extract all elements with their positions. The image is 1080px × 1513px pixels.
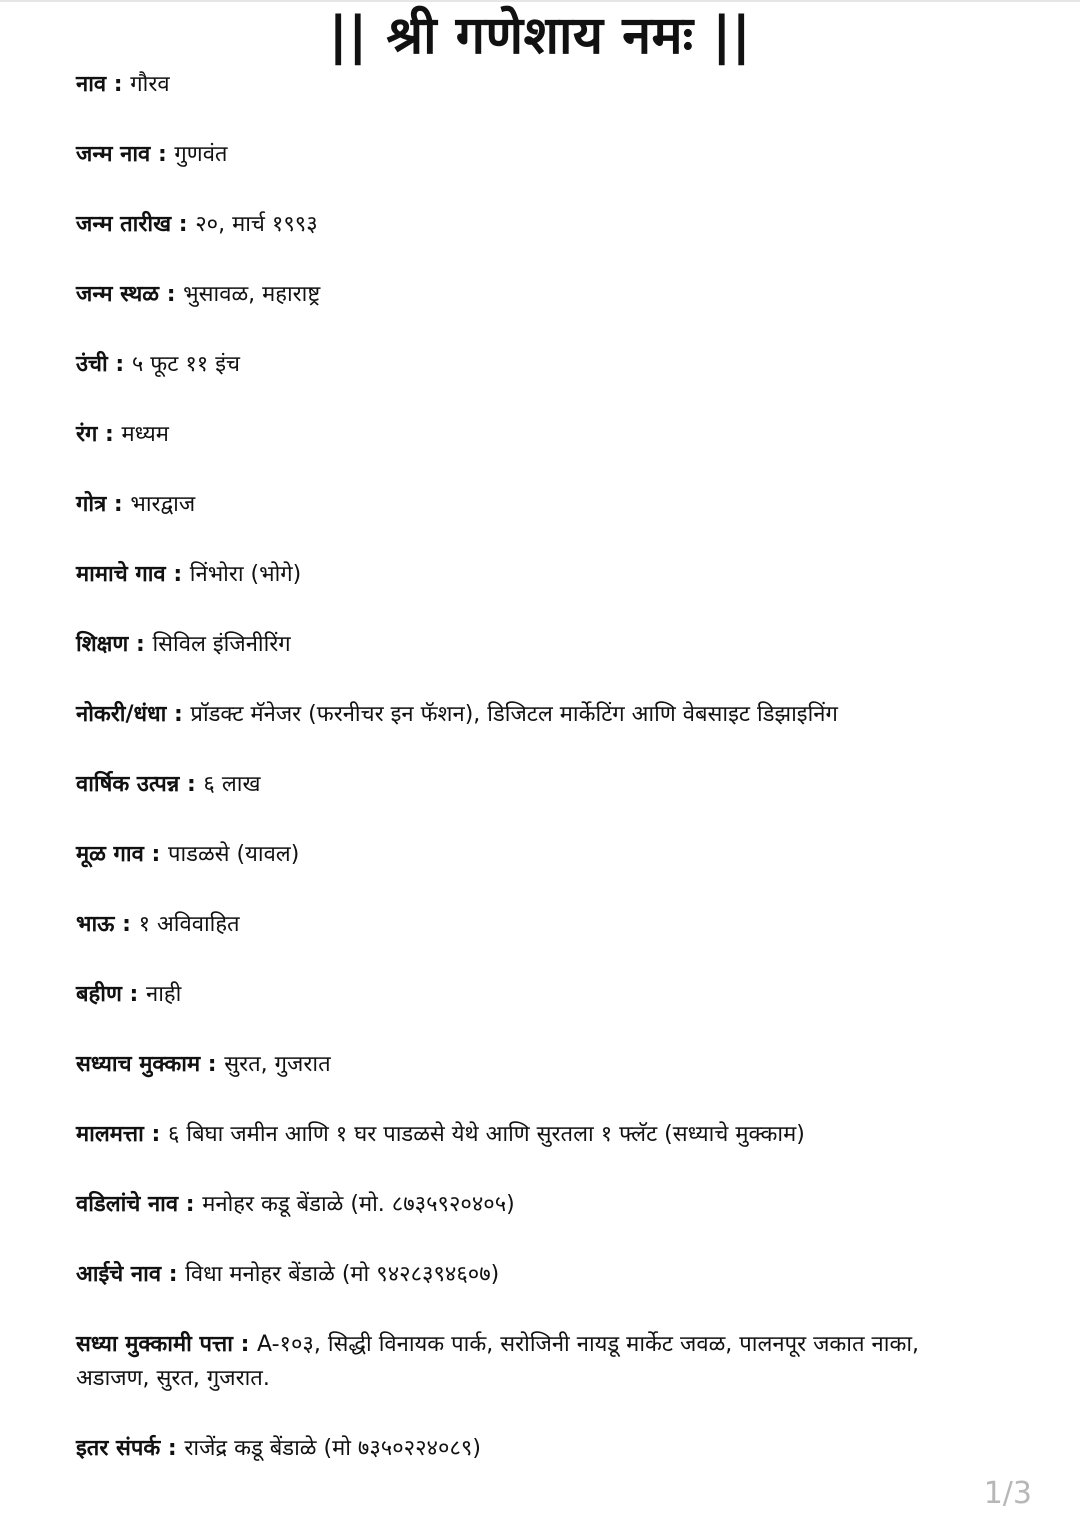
- field-value: गौरव: [130, 72, 170, 97]
- field-value: मनोहर कडू बेंडाळे (मो. ८७३५९२०४०५): [202, 1192, 515, 1217]
- field-value: सिविल इंजिनीरिंग: [152, 632, 291, 657]
- field-label: रंग: [76, 422, 98, 447]
- field-separator: :: [97, 422, 122, 447]
- field-row-name: [76, 68, 976, 102]
- field-value: A-१०३, सिद्धी विनायक पार्क, सरोजिनी नायडू मार्केट जवळ, पालनपूर जकात नाका, अडाजण, सुरत, गुजरात.: [76, 1332, 920, 1391]
- field-separator: :: [107, 352, 132, 377]
- field-value: सुरत, गुजरात: [224, 1052, 331, 1077]
- field-value: ५ फूट ११ इंच: [131, 352, 240, 377]
- field-label: जन्म तारीख: [76, 212, 172, 237]
- field-row-complexion: [76, 418, 976, 452]
- field-row-mother-name: [76, 1258, 976, 1292]
- field-label: जन्म स्थळ: [76, 282, 160, 307]
- field-label: वार्षिक उत्पन्न: [76, 772, 180, 797]
- field-row-education: [76, 628, 976, 662]
- field-value: भुसावळ, महाराष्ट्र: [183, 282, 321, 307]
- field-separator: :: [161, 1262, 186, 1287]
- field-separator: :: [143, 842, 168, 867]
- field-row-current-residence: [76, 1048, 976, 1082]
- field-label: शिक्षण: [76, 632, 129, 657]
- field-label: मूळ गाव: [76, 842, 144, 867]
- field-row-birth-name: [76, 138, 976, 172]
- field-label: बहीण: [76, 982, 122, 1007]
- field-label: सध्याच मुक्काम: [76, 1052, 201, 1077]
- field-row-sister: [76, 978, 976, 1012]
- field-row-father-name: [76, 1188, 976, 1222]
- field-separator: :: [159, 282, 184, 307]
- field-label: मालमत्ता: [76, 1122, 144, 1147]
- field-label: नाव: [76, 72, 107, 97]
- field-row-current-address: [76, 1328, 976, 1396]
- field-separator: :: [150, 142, 175, 167]
- field-label: जन्म नाव: [76, 142, 151, 167]
- field-value: पाडळसे (यावल): [167, 842, 300, 867]
- field-value: ६ लाख: [203, 772, 261, 797]
- field-separator: :: [106, 72, 131, 97]
- field-row-native-village: [76, 838, 976, 872]
- field-label: आईचे नाव: [76, 1262, 162, 1287]
- field-label: सध्या मुक्कामी पत्ता: [76, 1332, 233, 1357]
- field-label: भाऊ: [76, 912, 115, 937]
- page-indicator: 1/3: [983, 1476, 1032, 1511]
- biodata-fields: [76, 68, 976, 1502]
- field-separator: :: [121, 982, 146, 1007]
- field-separator: :: [166, 702, 191, 727]
- field-row-property: [76, 1118, 976, 1152]
- field-row-maternal-village: [76, 558, 976, 592]
- field-value: प्रॉडक्ट मॅनेजर (फरनीचर इन फॅशन), डिजिटल मार्केटिंग आणि वेबसाइट डिझाइनिंग: [190, 702, 838, 727]
- field-label: गोत्र: [76, 492, 107, 517]
- field-separator: :: [106, 492, 131, 517]
- field-value: मध्यम: [121, 422, 169, 447]
- field-separator: :: [143, 1122, 168, 1147]
- field-row-annual-income: [76, 768, 976, 802]
- field-value: राजेंद्र कडू बेंडाळे (मो ७३५०२२४०८९): [184, 1436, 481, 1461]
- field-row-birth-place: [76, 278, 976, 312]
- field-row-height: [76, 348, 976, 382]
- field-value: १ अविवाहित: [138, 912, 240, 937]
- field-separator: :: [178, 1192, 203, 1217]
- field-value: विधा मनोहर बेंडाळे (मो ९४२८३९४६०७): [185, 1262, 500, 1287]
- field-row-gotra: [76, 488, 976, 522]
- field-label: मामाचे गाव: [76, 562, 166, 587]
- field-row-other-contact: [76, 1432, 976, 1466]
- field-value: २०, मार्च १९९३: [195, 212, 318, 237]
- field-separator: :: [179, 772, 204, 797]
- field-value: भारद्वाज: [130, 492, 196, 517]
- field-separator: :: [128, 632, 153, 657]
- field-value: ६ बिघा जमीन आणि १ घर पाडळसे येथे आणि सुरतला १ फ्लॅट (सध्याचे मुक्काम): [167, 1122, 805, 1147]
- field-separator: :: [114, 912, 139, 937]
- field-separator: :: [232, 1332, 258, 1357]
- field-row-brother: [76, 908, 976, 942]
- field-row-occupation: [76, 698, 976, 732]
- field-separator: :: [165, 562, 190, 587]
- field-label: इतर संपर्क: [76, 1436, 161, 1461]
- field-label: उंची: [76, 352, 108, 377]
- field-row-birth-date: [76, 208, 976, 242]
- page-title: || श्री गणेशाय नमः ||: [328, 6, 752, 66]
- field-value: निंभोरा (भोगे): [189, 562, 302, 587]
- field-value: गुणवंत: [174, 142, 228, 167]
- field-label: नोकरी/धंधा: [76, 702, 167, 727]
- field-value: नाही: [145, 982, 182, 1007]
- field-label: वडिलांचे नाव: [76, 1192, 179, 1217]
- field-separator: :: [171, 212, 196, 237]
- field-separator: :: [160, 1436, 185, 1461]
- field-separator: :: [200, 1052, 225, 1077]
